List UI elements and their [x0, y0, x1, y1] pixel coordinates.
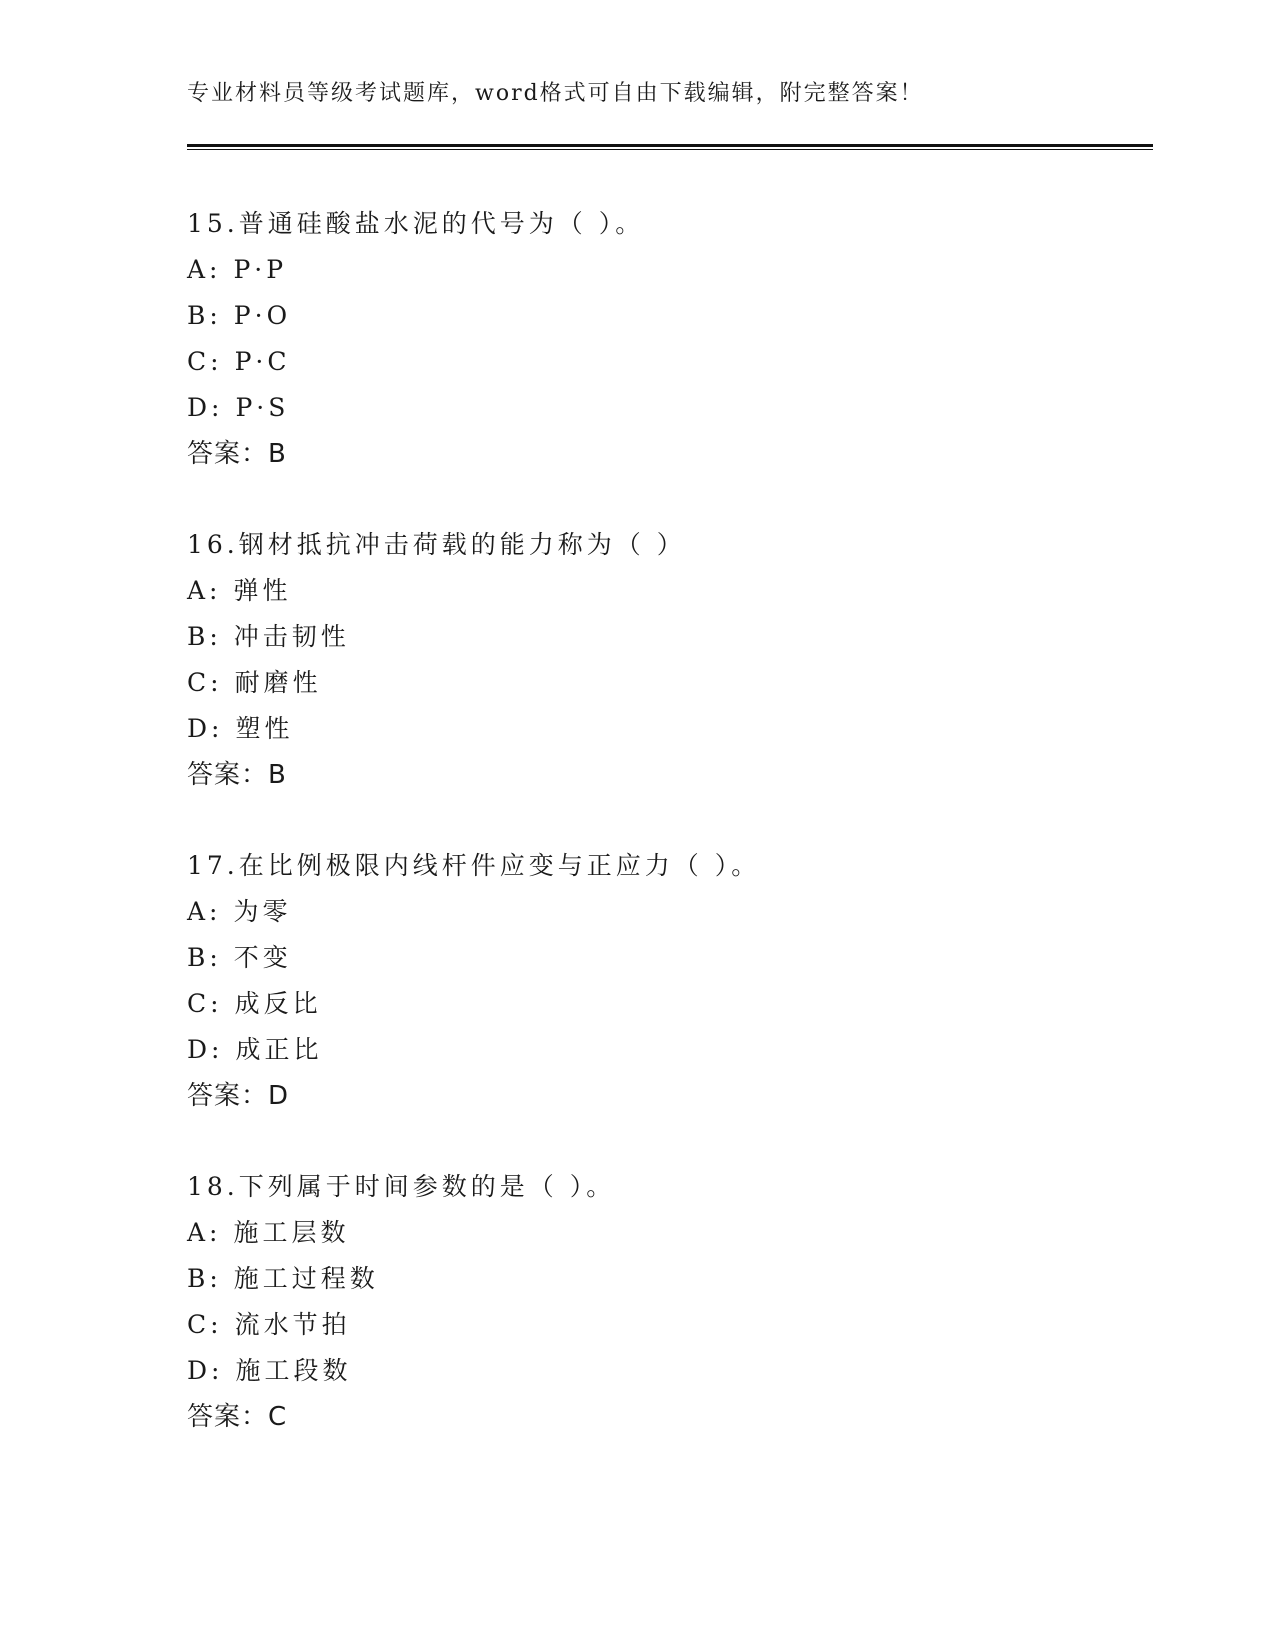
option-key: C: [187, 347, 223, 376]
header-divider [187, 144, 1153, 150]
option-text: 塑性 [235, 714, 294, 743]
option-b [187, 614, 686, 660]
option-text: 为零 [233, 897, 292, 926]
option-c [187, 660, 686, 706]
option-text: 施工层数 [233, 1218, 350, 1247]
option-a [187, 1210, 615, 1256]
option-c [187, 1302, 615, 1348]
option-key: C: [187, 1310, 223, 1339]
option-b [187, 935, 760, 981]
page-header: 专业材料员等级考试题库，word格式可自由下载编辑，附完整答案！ [187, 81, 924, 106]
option-text: 冲击韧性 [233, 622, 350, 651]
option-key: A: [187, 1218, 222, 1247]
option-key: B: [187, 943, 222, 972]
answer-line: 答案：B [187, 760, 287, 790]
option-key: D: [187, 1035, 224, 1064]
question-stem: 18.下列属于时间参数的是（ ）。 [187, 1172, 616, 1201]
option-text: 不变 [233, 943, 292, 972]
option-key: B: [187, 622, 222, 651]
option-b [187, 1256, 615, 1302]
option-a [187, 568, 686, 614]
option-key: D: [187, 393, 224, 422]
option-text: 施工段数 [235, 1356, 352, 1385]
option-text: 施工过程数 [233, 1264, 379, 1293]
option-key: C: [187, 668, 223, 697]
option-key: D: [187, 1356, 224, 1385]
option-text: 成正比 [235, 1035, 323, 1064]
option-text: P·O [233, 301, 292, 330]
option-a [187, 247, 644, 293]
option-b [187, 293, 644, 339]
question-stem: 17.在比例极限内线杆件应变与正应力（ ）。 [187, 851, 761, 880]
question-16 [187, 522, 686, 798]
question-stem: 16.钢材抵抗冲击荷载的能力称为（ ） [187, 530, 686, 559]
option-text: P·P [233, 255, 288, 284]
option-d [187, 385, 644, 431]
option-c [187, 339, 644, 385]
option-a [187, 889, 760, 935]
option-d [187, 706, 686, 752]
option-key: B: [187, 301, 222, 330]
option-key: D: [187, 714, 224, 743]
option-key: B: [187, 1264, 222, 1293]
option-d [187, 1348, 615, 1394]
question-17 [187, 843, 760, 1119]
answer-line: 答案：C [187, 1402, 288, 1432]
option-text: 耐磨性 [234, 668, 322, 697]
option-c [187, 981, 760, 1027]
question-18 [187, 1164, 615, 1440]
question-stem: 15.普通硅酸盐水泥的代号为（ ）。 [187, 209, 645, 238]
option-text: 成反比 [234, 989, 322, 1018]
option-key: C: [187, 989, 223, 1018]
answer-line: 答案：B [187, 439, 287, 469]
question-15 [187, 201, 644, 477]
option-text: P·C [234, 347, 291, 376]
option-text: 弹性 [233, 576, 292, 605]
option-key: A: [187, 255, 222, 284]
option-text: P·S [235, 393, 290, 422]
option-key: A: [187, 576, 222, 605]
option-text: 流水节拍 [234, 1310, 351, 1339]
answer-line: 答案：D [187, 1081, 290, 1111]
option-d [187, 1027, 760, 1073]
option-key: A: [187, 897, 222, 926]
